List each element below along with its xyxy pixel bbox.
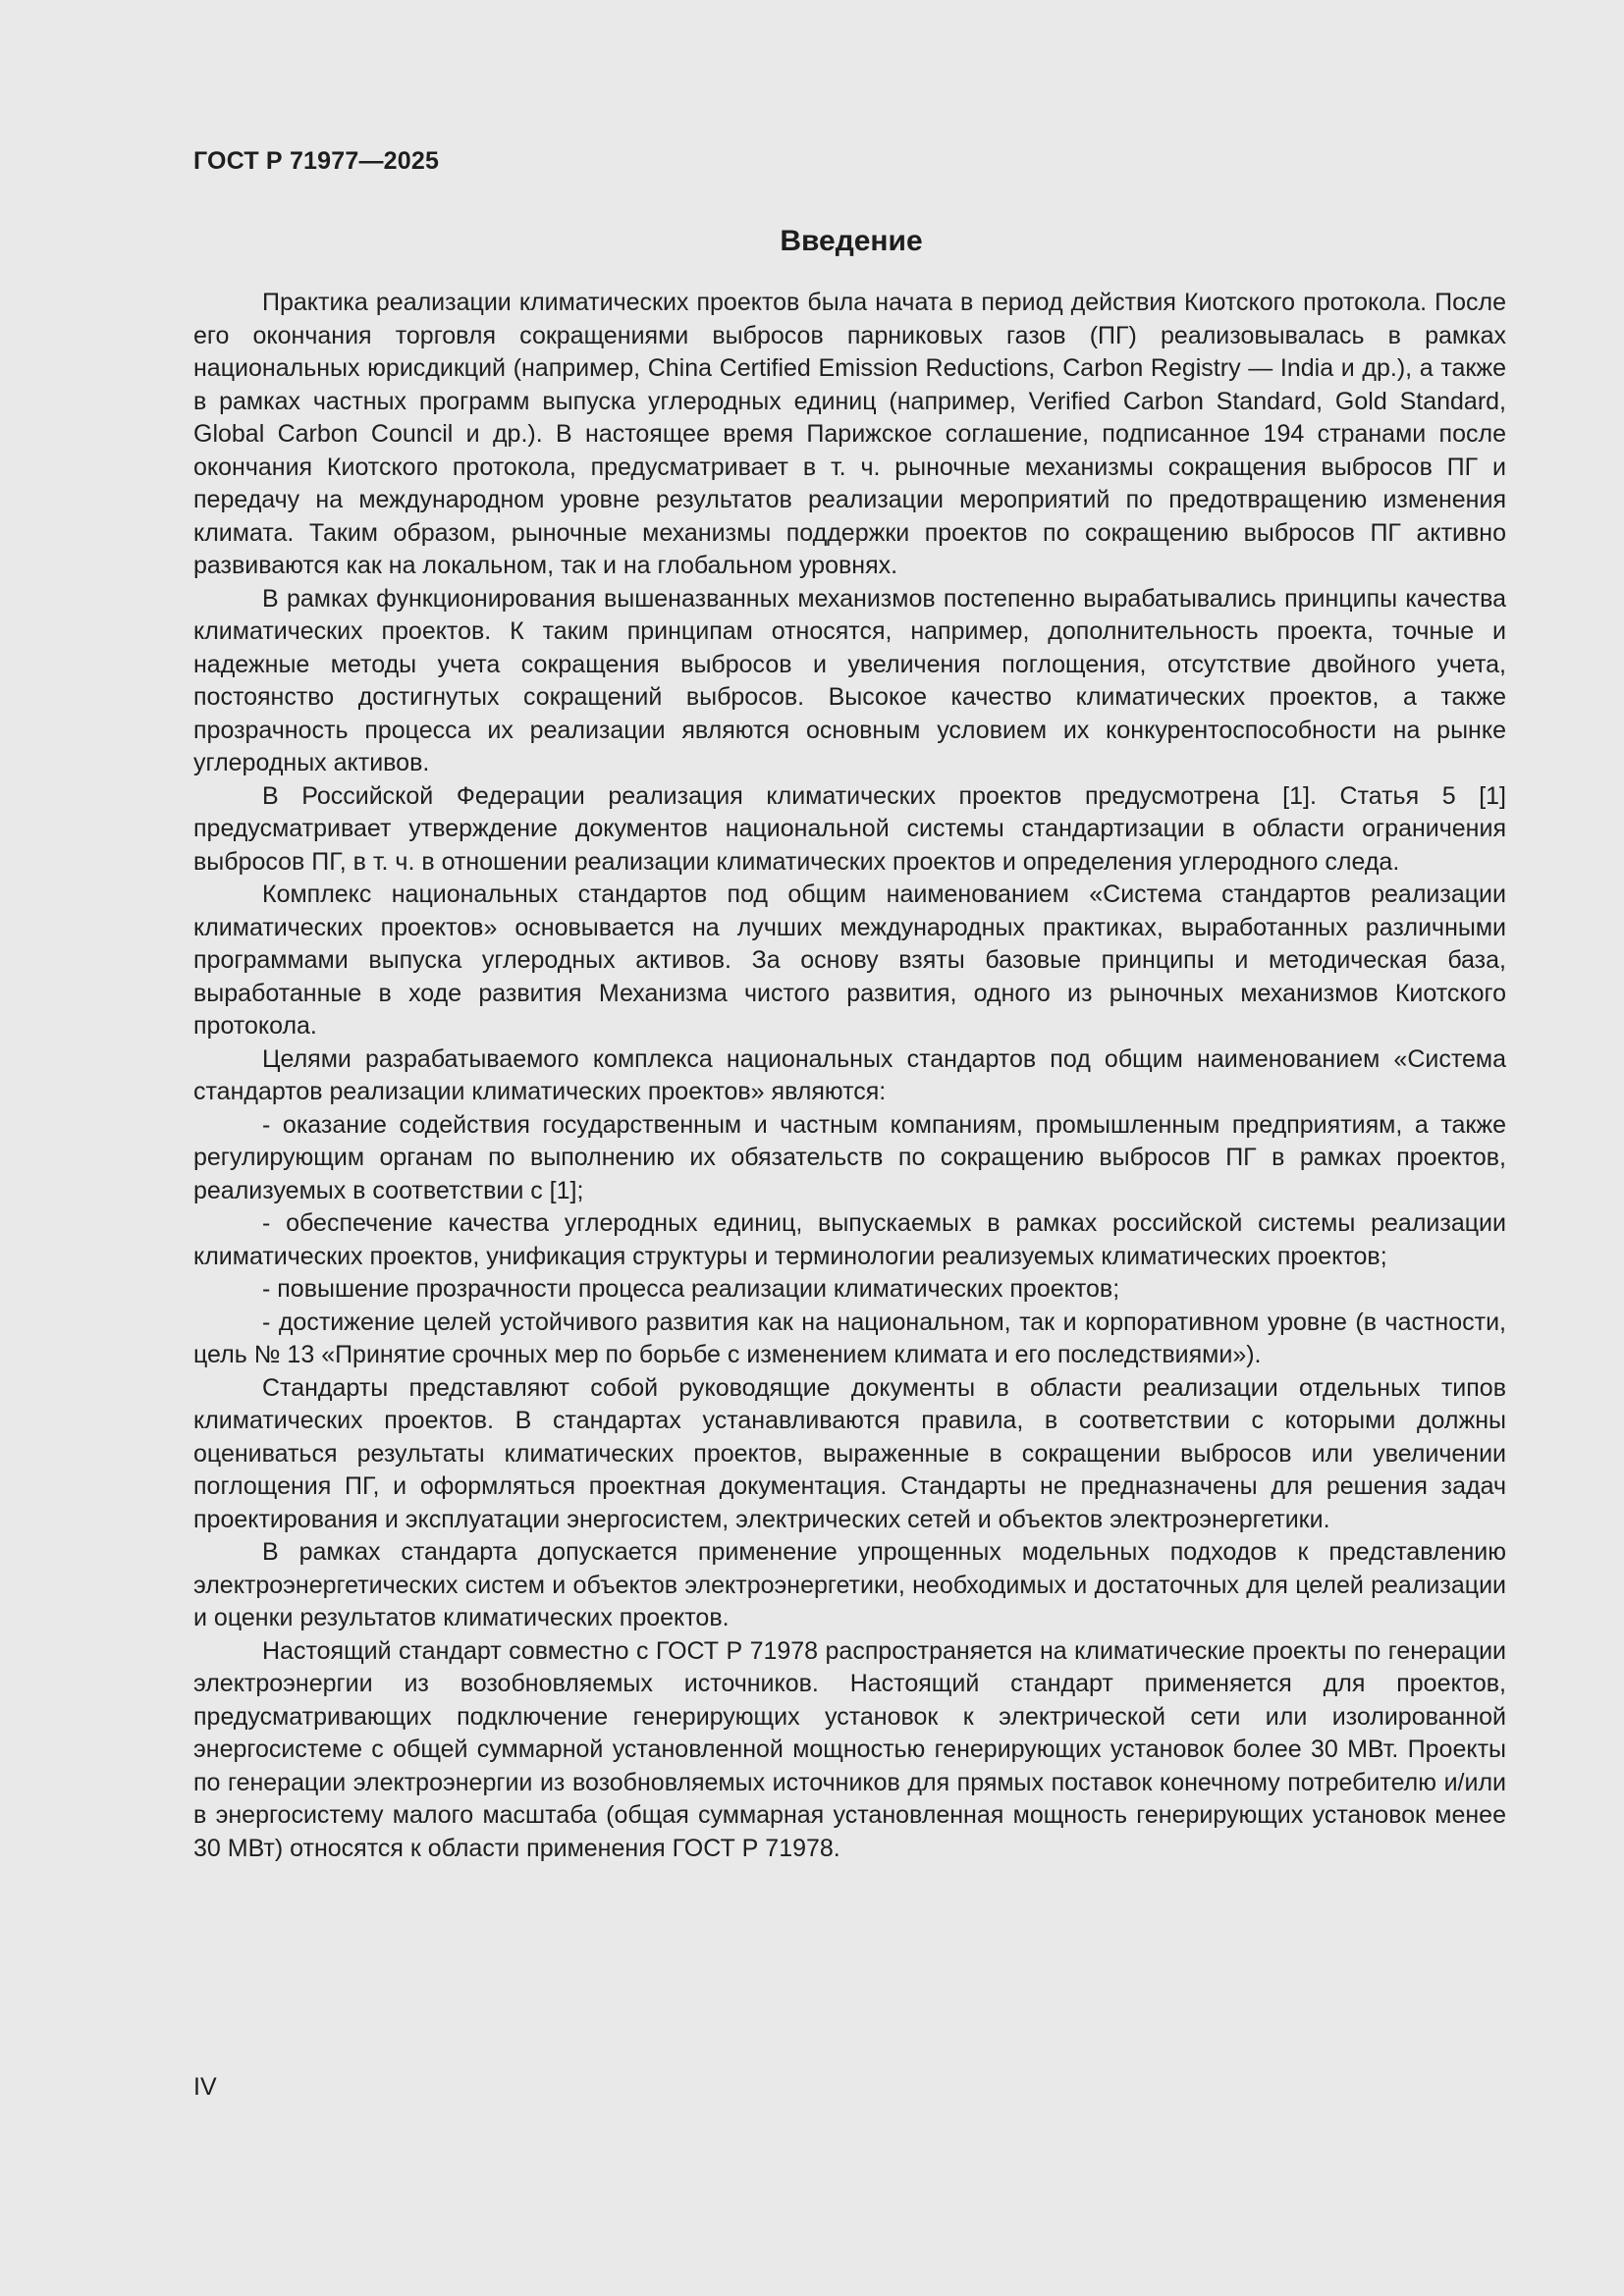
paragraph-quality-principles: В рамках функционирования вышеназванных механизмов постепенно вырабатывались принципы качества климатических проектов. К таким принципам относятся, например, дополнительность проекта, точные и надежные методы учета сокращения выбросов и увеличения поглощения, отсутствие двойного учета, постоянство достигнутых сокращений выбросов. Высокое качество климатических проектов, а также прозрачность процесса их реализации являются основным условием их конкурентоспособности на рынке углеродных активов.	[193, 584, 1506, 776]
paragraph-scope: Настоящий стандарт совместно с ГОСТ Р 71978 распространяется на климатические проекты по генерации электроэнергии из возобновляемых источников. Настоящий стандарт применяется для проектов, предусматривающих подключение генерирующих установок к электрической сети или изолированной энергосистеме с общей суммарной установленной мощностью генерирующих установок более 30 МВт. Проекты по генерации электроэнергии из возобновляемых источников для прямых поставок конечному потребителю и/или в энергосистему малого масштаба (общая суммарная установленная мощность генерирующих установок менее 30 МВт) относятся к области применения ГОСТ Р 71978.	[193, 1636, 1506, 1862]
paragraph-standards-complex: Комплекс национальных стандартов под общим наименованием «Система стандартов реализации климатических проектов» основывается на лучших международных практиках, выработанных различными программами выпуска углеродных активов. За основу взяты базовые принципы и методическая база, выработанные в ходе развития Механизма чистого развития, одного из рыночных механизмов Киотского протокола.	[193, 881, 1506, 1040]
list-item-carbon-units-quality: - обеспечение качества углеродных единиц, выпускаемых в рамках российской системы реализации климатических проектов, унификация структуры и терминологии реализуемых климатических проектов;	[193, 1209, 1506, 1270]
list-item-sustainable-development: - достижение целей устойчивого развития как на национальном, так и корпоративном уровне (в частности, цель № 13 «Принятие срочных мер по борьбе с изменением климата и его последствиями»).	[193, 1308, 1506, 1368]
paragraph-russian-federation: В Российской Федерации реализация климатических проектов предусмотрена [1]. Статья 5 [1] предусматривает утверждение документов национальной системы стандартизации в области ограничения выбросов ПГ, в т. ч. в отношении реализации климатических проектов и определения углеродного следа.	[193, 781, 1506, 876]
list-item-transparency: - повышение прозрачности процесса реализации климатических проектов;	[262, 1275, 1120, 1303]
paragraph-standards-purpose: Стандарты представляют собой руководящие документы в области реализации отдельных типов климатических проектов. В стандартах устанавливаются правила, в соответствии с которыми должны оцениваться результаты климатических проектов, выраженные в сокращении выбросов или увеличении поглощения ПГ, и оформляться проектная документация. Стандарты не предназначены для решения задач проектирования и эксплуатации энергосистем, электрических сетей и объектов электроэнергетики.	[193, 1373, 1506, 1533]
page-number: IV	[193, 2073, 217, 2101]
list-item-assistance: - оказание содействия государственным и частным компаниям, промышленным предприятиям, а также регулирующим органам по выполнению их обязательств по сокращению выбросов ПГ в рамках проектов, реализуемых в соответствии с [1];	[193, 1110, 1506, 1204]
paragraph-kyoto-practice: Практика реализации климатических проектов была начата в период действия Киотского протокола. После его окончания торговля сокращениями выбросов парниковых газов (ПГ) реализовывалась в рамках национальных юрисдикций (например, China Certified Emission Reductions, Carbon Registry — India и др.), а также в рамках частных программ выпуска углеродных единиц (например, Verified Carbon Standard, Gold Standard, Global Carbon Council и др.). В настоящее время Парижское соглашение, подписанное 194 странами после окончания Киотского протокола, предусматривает в т. ч. рыночные механизмы сокращения выбросов ПГ и передачу на международном уровне результатов реализации мероприятий по предотвращению изменения климата. Таким образом, рыночные механизмы поддержки проектов по сокращению выбросов ПГ активно развиваются как на локальном, так и на глобальном уровнях.	[193, 289, 1506, 579]
paragraph-goals-intro: Целями разрабатываемого комплекса национальных стандартов под общим наименованием «Система стандартов реализации климатических проектов» являются:	[193, 1044, 1506, 1105]
introduction-body	[193, 287, 1506, 1865]
paragraph-simplified-models: В рамках стандарта допускается применение упрощенных модельных подходов к представлению электроэнергетических систем и объектов электроэнергетики, необходимых и достаточных для целей реализации и оценки результатов климатических проектов.	[193, 1538, 1506, 1631]
section-title: Введение	[780, 225, 923, 257]
standard-code-header: ГОСТ Р 71977—2025	[193, 147, 440, 175]
